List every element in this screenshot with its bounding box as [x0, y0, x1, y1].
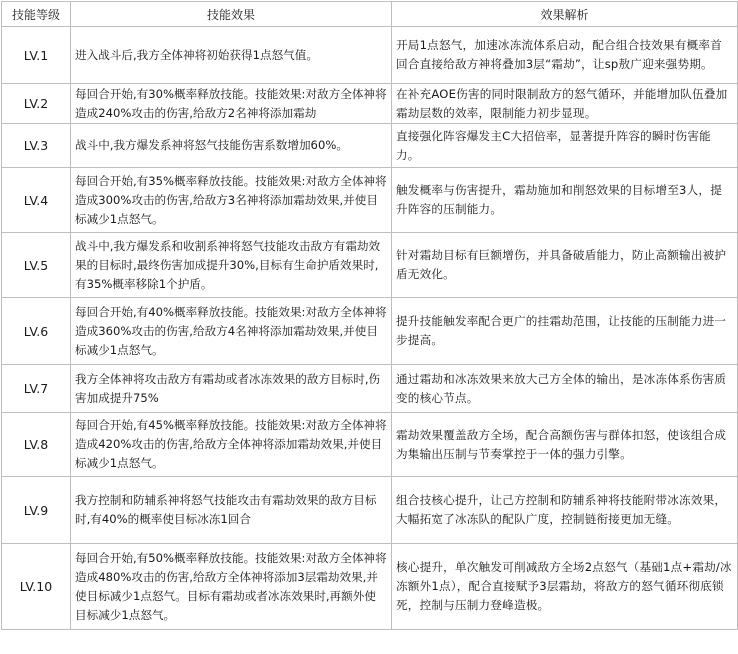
level-cell: LV.8	[2, 413, 71, 477]
level-cell: LV.5	[2, 233, 71, 298]
skill-level-table	[1, 1, 738, 630]
level-cell: LV.6	[2, 298, 71, 365]
analysis-cell: 提升技能触发率配合更广的挂霜劫范围，让技能的压制能力进一步提高。	[392, 298, 738, 365]
table-row	[2, 413, 738, 477]
effect-cell: 每回合开始,有40%概率释放技能。技能效果:对敌方全体神将造成360%攻击的伤害,给敌方4名神将添加霜劫效果,并使目标减少1点怒气。	[71, 298, 392, 365]
analysis-cell: 组合技核心提升，让己方控制和防辅系神将技能附带冰冻效果，大幅拓宽了冰冻队的配队广度，控制链衔接更加无缝。	[392, 477, 738, 544]
table-header-row	[2, 2, 738, 27]
table-row	[2, 168, 738, 233]
header-skill-level: 技能等级	[2, 2, 71, 27]
header-skill-effect: 技能效果	[71, 2, 392, 27]
level-cell: LV.3	[2, 124, 71, 168]
analysis-cell: 触发概率与伤害提升，霜劫施加和削怒效果的目标增至3人，提升阵容的压制能力。	[392, 168, 738, 233]
table-row	[2, 298, 738, 365]
effect-cell: 我方全体神将攻击敌方有霜劫或者冰冻效果的敌方目标时,伤害加成提升75%	[71, 365, 392, 413]
level-cell: LV.4	[2, 168, 71, 233]
table-row	[2, 544, 738, 630]
effect-cell: 每回合开始,有50%概率释放技能。技能效果:对敌方全体神将造成480%攻击的伤害,给敌方全体神将添加3层霜劫效果,并使目标减少1点怒气。目标有霜劫或者冰冻效果时,再额外使目标减少1点怒气。	[71, 544, 392, 630]
effect-cell: 每回合开始,有30%概率释放技能。技能效果:对敌方全体神将造成240%攻击的伤害,给敌方2名神将添加霜劫	[71, 84, 392, 124]
level-cell: LV.9	[2, 477, 71, 544]
analysis-cell: 核心提升，单次触发可削减敌方全场2点怒气（基础1点+霜劫/冰冻额外1点），配合直接赋予3层霜劫，将敌方的怒气循环彻底锁死，控制与压制力登峰造极。	[392, 544, 738, 630]
table-row	[2, 477, 738, 544]
analysis-cell: 开局1点怒气，加速冰冻流体系启动，配合组合技效果有概率首回合直接给敌方神将叠加3层“霜劫”，让sp敖广迎来强势期。	[392, 27, 738, 84]
level-cell: LV.2	[2, 84, 71, 124]
table-row	[2, 27, 738, 84]
level-cell: LV.1	[2, 27, 71, 84]
table-row	[2, 124, 738, 168]
level-cell: LV.7	[2, 365, 71, 413]
analysis-cell: 在补充AOE伤害的同时限制敌方的怒气循环，并能增加队伍叠加霜劫层数的效率，限制能力初步显现。	[392, 84, 738, 124]
analysis-cell: 通过霜劫和冰冻效果来放大己方全体的输出，是冰冻体系伤害质变的核心节点。	[392, 365, 738, 413]
table-row	[2, 233, 738, 298]
level-cell: LV.10	[2, 544, 71, 630]
effect-cell: 战斗中,我方爆发系和收割系神将怒气技能攻击敌方有霜劫效果的目标时,最终伤害加成提升30%,目标有生命护盾效果时,有35%概率移除1个护盾。	[71, 233, 392, 298]
analysis-cell: 直接强化阵容爆发主C大招倍率，显著提升阵容的瞬时伤害能力。	[392, 124, 738, 168]
table-row	[2, 84, 738, 124]
header-effect-analysis: 效果解析	[392, 2, 738, 27]
effect-cell: 每回合开始,有45%概率释放技能。技能效果:对敌方全体神将造成420%攻击的伤害,给敌方全体神将添加霜劫效果,并使目标减少1点怒气。	[71, 413, 392, 477]
effect-cell: 进入战斗后,我方全体神将初始获得1点怒气值。	[71, 27, 392, 84]
analysis-cell: 霜劫效果覆盖敌方全场，配合高额伤害与群体扣怒，使该组合成为集输出压制与节奏掌控于一体的强力引擎。	[392, 413, 738, 477]
effect-cell: 我方控制和防辅系神将怒气技能攻击有霜劫效果的敌方目标时,有40%的概率使目标冰冻1回合	[71, 477, 392, 544]
effect-cell: 每回合开始,有35%概率释放技能。技能效果:对敌方全体神将造成300%攻击的伤害,给敌方3名神将添加霜劫效果,并使目标减少1点怒气。	[71, 168, 392, 233]
table-row	[2, 365, 738, 413]
effect-cell: 战斗中,我方爆发系神将怒气技能伤害系数增加60%。	[71, 124, 392, 168]
analysis-cell: 针对霜劫目标有巨额增伤，并具备破盾能力，防止高额输出被护盾无效化。	[392, 233, 738, 298]
